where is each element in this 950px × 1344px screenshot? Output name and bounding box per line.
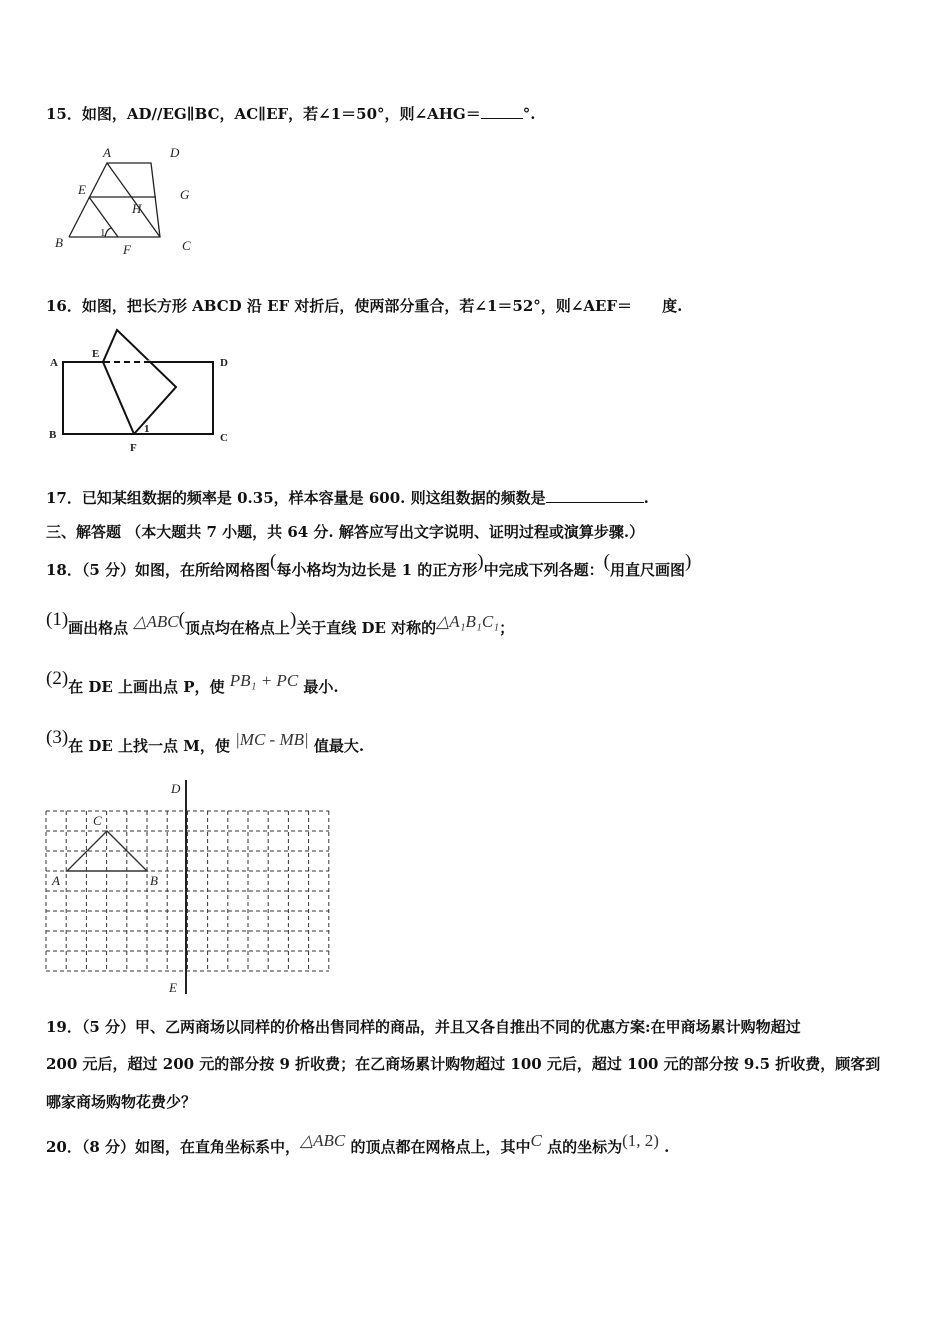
math-expression: (1, 2) — [622, 1131, 659, 1150]
label-E: E — [78, 182, 86, 197]
q20-text: 的顶点都在网格点上，其中 — [350, 1138, 531, 1156]
label-B: B — [49, 429, 57, 441]
label-D: D — [220, 357, 228, 369]
answer-blank — [546, 502, 644, 503]
q18-part-2 — [46, 668, 339, 698]
label-C: C — [182, 238, 191, 253]
q15-tail: °. — [522, 105, 536, 123]
q18-text: 18．（5 分）如图，在所给网格图 — [46, 561, 271, 579]
math-expression: △A₁B₁C₁ — [436, 612, 500, 631]
q16-text: 16．如图，把长方形 ABCD 沿 EF 对折后，使两部分重合，若∠1＝52°，则∠AEF＝ — [46, 297, 633, 315]
label-D: D — [170, 145, 180, 160]
figure-18-grid — [46, 811, 329, 971]
q20-text: . — [664, 1138, 670, 1156]
part-text: 在 DE 上找一点 M，使 — [68, 737, 230, 755]
part-number: (2) — [46, 668, 69, 689]
math-expression: |MC - MB| — [235, 730, 309, 749]
figure-18-shapes — [51, 780, 186, 995]
q18-part-1: (1)画出格点 △ABC(顶点均在格点上)关于直线 DE 对称的△A₁B₁C₁； — [46, 609, 515, 637]
part-text: 顶点均在格点上 — [184, 619, 290, 637]
section-heading: 三、解答题 （本大题共 7 小题，共 64 分. 解答应写出文字说明、证明过程或演算步骤.） — [46, 523, 645, 541]
label-F: F — [130, 442, 137, 454]
part-text: 关于直线 DE 对称的 — [296, 619, 437, 637]
part-number: (1) — [46, 609, 69, 630]
part-number: (3) — [46, 727, 69, 748]
label-H: H — [132, 201, 142, 216]
part-text: 最小. — [303, 678, 339, 696]
label-F: F — [123, 242, 131, 257]
math-expression: △ABC — [133, 612, 179, 631]
q17-tail: . — [643, 489, 649, 507]
question-20 — [46, 1131, 670, 1157]
math-expression: C — [530, 1131, 542, 1150]
label-angle-1: 1 — [144, 423, 150, 435]
figure-16 — [63, 330, 213, 434]
label-B: B — [150, 873, 158, 888]
q20-text: 点的坐标为 — [547, 1138, 623, 1156]
label-C: C — [220, 432, 228, 444]
label-A: A — [103, 145, 111, 160]
part-text: 在 DE 上画出点 P，使 — [68, 678, 225, 696]
q18-text: 每小格均为边长是 1 的正方形 — [276, 561, 478, 579]
question-19-line-1: 19．（5 分）甲、乙两商场以同样的价格出售同样的商品，并且又各自推出不同的优惠方案:在甲商场累计购物超过 — [46, 1018, 801, 1036]
q18-text: 用直尺画图 — [609, 561, 685, 579]
question-16 — [46, 295, 682, 316]
part-text: 画出格点 — [68, 619, 129, 637]
label-D: D — [171, 781, 181, 796]
label-B: B — [55, 235, 63, 250]
label-A: A — [50, 357, 58, 369]
label-A: A — [52, 873, 60, 888]
q20-text: 20．（8 分）如图，在直角坐标系中， — [46, 1138, 301, 1156]
label-E: E — [169, 980, 177, 995]
question-18: 18．（5 分）如图，在所给网格图(每小格均为边长是 1 的正方形)中完成下列各题：(用直尺画图) — [46, 551, 692, 579]
q17-text: 17．已知某组数据的频率是 0.35，样本容量是 600. 则这组数据的频数是 — [46, 489, 546, 507]
math-expression: △ABC — [300, 1131, 346, 1150]
label-C: C — [93, 813, 102, 828]
question-19-line-3: 哪家商场购物花费少？ — [46, 1093, 197, 1111]
math-expression: PB₁ + PC — [229, 671, 299, 690]
part-text: 值最大. — [313, 737, 365, 755]
question-17 — [46, 487, 649, 508]
label-G: G — [180, 187, 190, 202]
question-19-line-2: 200 元后，超过 200 元的部分按 9 折收费；在乙商场累计购物超过 100 元后，超过 100 元的部分按 9.5 折收费，顾客到 — [46, 1055, 881, 1073]
part-text: ； — [499, 619, 515, 637]
q16-tail: 度. — [662, 297, 683, 315]
q15-text: 15．如图，AD//EG∥BC，AC∥EF，若∠1＝50°，则∠AHG＝ — [46, 105, 481, 123]
figure-15 — [69, 163, 160, 237]
q18-part-3 — [46, 727, 365, 757]
q18-text: 中完成下列各题： — [483, 561, 604, 579]
label-E: E — [92, 348, 100, 360]
label-angle-1: 1 — [100, 227, 106, 239]
